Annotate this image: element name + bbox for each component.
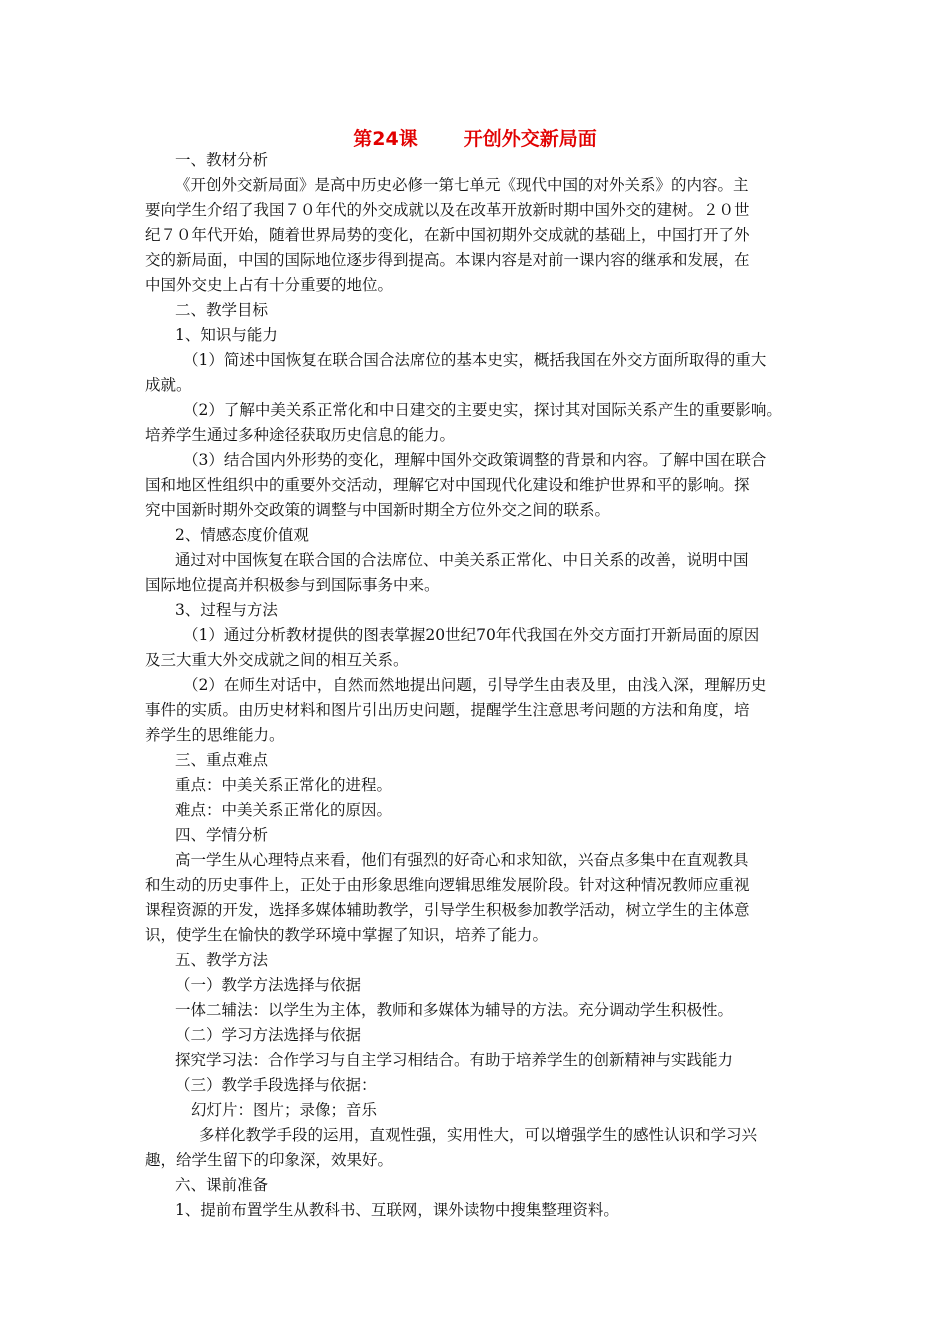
text-line: （3）结合国内外形势的变化，理解中国外交政策调整的背景和内容。了解中国在联合 <box>183 451 767 469</box>
text-line: 难点：中美关系正常化的原因。 <box>175 801 393 819</box>
subsection-heading: 2、情感态度价值观 <box>175 526 309 544</box>
subsection-heading: （三）教学手段选择与依据： <box>175 1076 377 1094</box>
text-line: （2）在师生对话中，自然而然地提出问题，引导学生由表及里，由浅入深，理解历史 <box>183 676 767 694</box>
text-line: 国际地位提高并积极参与到国际事务中来。 <box>145 576 440 594</box>
text-line: 和生动的历史事件上，正处于由形象思维向逻辑思维发展阶段。针对这种情况教师应重视 <box>145 876 750 894</box>
page-title <box>0 124 950 151</box>
section-heading-1: 一、教材分析 <box>175 151 269 169</box>
text-line: 高一学生从心理特点来看，他们有强烈的好奇心和求知欲，兴奋点多集中在直观教具 <box>175 851 749 869</box>
text-line: 及三大重大外交成就之间的相互关系。 <box>145 651 409 669</box>
section-heading-6: 六、课前准备 <box>175 1176 269 1194</box>
text-line: 通过对中国恢复在联合国的合法席位、中美关系正常化、中日关系的改善，说明中国 <box>175 551 749 569</box>
text-line: 多样化教学手段的运用，直观性强，实用性大，可以增强学生的感性认识和学习兴 <box>199 1126 758 1144</box>
text-line: 幻灯片：图片；录像；音乐 <box>191 1101 378 1119</box>
text-line: 趣，给学生留下的印象深，效果好。 <box>145 1151 394 1169</box>
section-heading-3: 三、重点难点 <box>175 751 269 769</box>
text-line: 养学生的思维能力。 <box>145 726 285 744</box>
text-line: 要向学生介绍了我国７０年代的外交成就以及在改革开放新时期中国外交的建树。２０世 <box>145 201 750 219</box>
subsection-heading: （二）学习方法选择与依据 <box>175 1026 362 1044</box>
text-line: 事件的实质。由历史材料和图片引出历史问题，提醒学生注意思考问题的方法和角度，培 <box>145 701 750 719</box>
text-line: 究中国新时期外交政策的调整与中国新时期全方位外交之间的联系。 <box>145 501 611 519</box>
text-line: 课程资源的开发，选择多媒体辅助教学，引导学生积极参加教学活动，树立学生的主体意 <box>145 901 750 919</box>
section-heading-5: 五、教学方法 <box>175 951 269 969</box>
subsection-heading: （一）教学方法选择与依据 <box>175 976 362 994</box>
text-line: 交的新局面，中国的国际地位逐步得到提高。本课内容是对前一课内容的继承和发展，在 <box>145 251 750 269</box>
text-line: 探究学习法：合作学习与自主学习相结合。有助于培养学生的创新精神与实践能力 <box>175 1051 734 1069</box>
text-line: 中国外交史上占有十分重要的地位。 <box>145 276 394 294</box>
text-line: 成就。 <box>145 376 192 394</box>
text-line: 识，使学生在愉快的教学环境中掌握了知识，培养了能力。 <box>145 926 549 944</box>
text-line: 1、提前布置学生从教科书、互联网，课外读物中搜集整理资料。 <box>175 1201 619 1219</box>
lesson-name: 开创外交新局面 <box>463 128 597 150</box>
text-line: 《开创外交新局面》是高中历史必修一第七单元《现代中国的对外关系》的内容。主 <box>175 176 749 194</box>
subsection-heading: 1、知识与能力 <box>175 326 278 344</box>
text-line: （2）了解中美关系正常化和中日建交的主要史实，探讨其对国际关系产生的重要影响。 <box>183 401 782 419</box>
lesson-number: 第24课 <box>353 128 418 150</box>
section-heading-4: 四、学情分析 <box>175 826 269 844</box>
text-line: （1）简述中国恢复在联合国合法席位的基本史实，概括我国在外交方面所取得的重大 <box>183 351 767 369</box>
text-line: 重点：中美关系正常化的进程。 <box>175 776 393 794</box>
text-line: 国和地区性组织中的重要外交活动，理解它对中国现代化建设和维护世界和平的影响。探 <box>145 476 750 494</box>
text-line: 纪７０年代开始，随着世界局势的变化，在新中国初期外交成就的基础上，中国打开了外 <box>145 226 750 244</box>
text-line: 培养学生通过多种途径获取历史信息的能力。 <box>145 426 456 444</box>
text-line: （1）通过分析教材提供的图表掌握20世纪70年代我国在外交方面打开新局面的原因 <box>183 626 760 644</box>
text-line: 一体二辅法：以学生为主体，教师和多媒体为辅导的方法。充分调动学生积极性。 <box>175 1001 734 1019</box>
section-heading-2: 二、教学目标 <box>175 301 269 319</box>
subsection-heading: 3、过程与方法 <box>175 601 278 619</box>
